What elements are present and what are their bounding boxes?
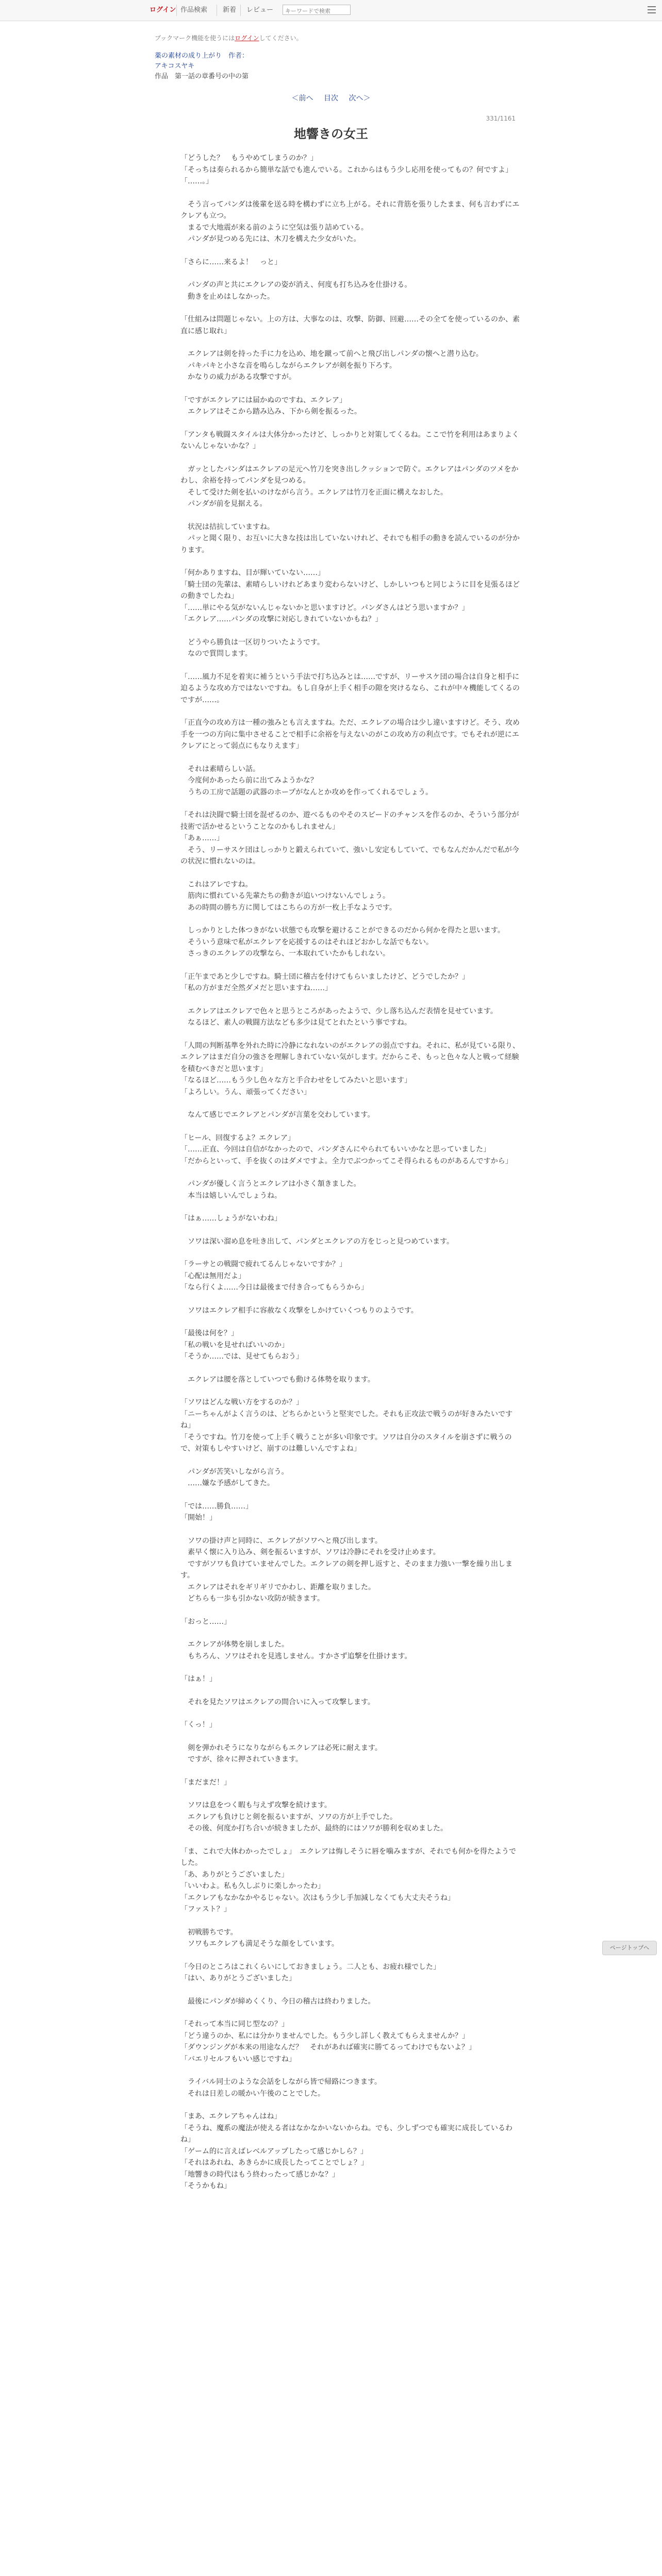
search-input[interactable] xyxy=(283,7,349,16)
body-paragraph: パンダが苦笑いしながら言う。 ……嫌な予感がしてきた。 xyxy=(187,1467,289,1487)
menu-icon[interactable] xyxy=(648,6,656,13)
body-paragraph: 剣を弾かれそうになりながらもエクレアは必死に耐えます。 ですが、徐々に押されていきます。 xyxy=(187,1743,382,1764)
body-paragraph: 「まあ、エクレアちゃんはね」 「そうね、魔系の魔法が使える者はなかなかいないからね。でも、少しずつでも確実に成長しているわね」 「ゲーム的に言えばレベルアップしたって感じかしら？」 「それはあれね、あきらかに成長したってことでしょ？」 「地響きの時代はもう終わったって感じかな？」 「そうかもね」 xyxy=(180,2112,512,2190)
body-paragraph: パンダが優しく言うとエクレアは小さく頷きました。 本当は嬉しいんでしょうね。 xyxy=(187,1180,361,1200)
body-paragraph: 「……風力不足を着実に補うという手法で打ち込みとは……ですが、リーサスケ団の場合は自身と相手に迫るような攻め方ではないですね。もし自身が上手く相手の隙を突けるなら、これが中々機能してくるのですが……。 xyxy=(180,672,520,704)
notice-login-link[interactable]: ログイン xyxy=(235,35,259,42)
notice-suffix: してください。 xyxy=(259,35,303,42)
body-paragraph: どうやら勝負は一区切りついたようです。 なので質問します。 xyxy=(187,638,324,658)
next-chapter-link[interactable]: 次へ＞ xyxy=(349,94,371,103)
body-paragraph: ライバル同士のような会話をしながら皆で帰路につきます。 それは日差しの暖かい午後のことでした。 xyxy=(187,2078,382,2098)
series-title xyxy=(155,52,516,61)
body-paragraph: 「では……勝負……」 「開始！」 xyxy=(180,1502,253,1522)
body-paragraph: 「まだまだ！」 xyxy=(180,1778,231,1787)
body-paragraph: エクレアが体勢を崩しました。 もちろん、ソワはそれを見逃しません。すかさず追撃を仕掛けます。 xyxy=(187,1640,412,1660)
author-link[interactable]: アキコスヤキ xyxy=(155,62,195,70)
body-paragraph: なんて感じでエクレアとパンダが言葉を交わしています。 xyxy=(180,1111,375,1119)
body-paragraph: それは素晴らしい話。 今度何かあったら前に出てみようかな？ うちの工房で話題の武器のホープがなんとか攻めを作ってくれるでしょう。 xyxy=(187,765,433,796)
body-paragraph: 「ですがエクレアには届かぬのですね、エクレア」 エクレアはそこから踏み込み、下から剣を振るった。 xyxy=(180,396,361,416)
body-paragraph: 「正午まであと少しですね。騎士団に稽古を付けてもらいましたけど、どうでしたか？」 「私の方がまだ全然ダメだと思いますね……」 xyxy=(180,972,469,992)
body-paragraph: 「仕組みは問題じゃない。上の方は、大事なのは、攻撃、防御、回避……その全てを使っているのか、素直に感じ取れ」 xyxy=(180,315,520,335)
body-paragraph: 初戦勝ちです。 ソワもエクレアも満足そうな顔をしています。 xyxy=(187,1928,339,1948)
body-paragraph: それを見たソワはエクレアの間合いに入って攻撃します。 xyxy=(180,1698,375,1706)
search-box[interactable] xyxy=(283,5,351,15)
body-paragraph: そう言ってパンダは後輩を送る時を構わずに立ち上がる。それに背筋を張りしたまま、何も言わずにエクレアも立つ。 まるで大地震が来る前のように空気は張り詰めている。 パンダが見つめる先には、木刀を構えた少女がいた。 xyxy=(180,200,520,243)
body-paragraph: 「おっと……」 xyxy=(180,1617,231,1626)
body-paragraph: 「アンタも戦闘スタイルは大体分かったけど、しっかりと対策してくるね。ここで竹を利用はあまりよくないんじゃないかな？」 xyxy=(180,430,519,450)
body-paragraph: 「人間の判断基準を外れた時に冷静になれないのがエクレアの弱点ですね。それに、私が見ている限り、エクレアはまだ自分の強さを理解しきれていない気がします。だからこそ、もっと色々な人と戦って経験を積むべきだと思います」 「なるほど……もう少し色々な方と手合わせをしてみたいと思います」 「よろしい。うん、頑張ってください」 xyxy=(180,1041,520,1096)
body-paragraph: ソワはエクレア相手に容赦なく攻撃をしかけていくつもりのようです。 xyxy=(180,1306,418,1315)
body-paragraph: ソワは深い溜め息を吐き出して、パンダとエクレアの方をじっと見つめています。 xyxy=(180,1237,454,1246)
series-title-link[interactable]: 薬の素材の成り上がり 作者： xyxy=(155,52,249,60)
body-paragraph: 最後にパンダが締めくくり、今日の稽古は終わりました。 xyxy=(180,1997,375,2006)
body-paragraph: パンダの声と共にエクレアの姿が消え、何度も打ち込みを仕掛ける。 動きを止めはしなかった。 xyxy=(187,281,412,301)
body-paragraph: 状況は拮抗していますね。 パッと聞く限り、お互いに大きな技は出していないけれど、それでも相手の動きを読んでいるのが分かります。 xyxy=(180,522,520,554)
body-paragraph: 「ラーサとの戦闘で疲れてるんじゃないですか？」 「心配は無用だよ」 「なら行くよ……今日は最後まで付き合ってもらうから」 xyxy=(180,1260,368,1292)
body-paragraph: ソワは息をつく暇も与えず攻撃を続けます。 エクレアも負けじと剣を振るいますが、ソワの方が上手でした。 その後、何度か打ち合いが続きましたが、最終的にはソワが勝利を収めました。 xyxy=(187,1801,448,1833)
body-paragraph: 「それは決闘で騎士団を混ぜるのか、遊べるものやそのスピードのチャンスを作るのか、そういう部分が技術で活かせるということなのかもしれません」 「あぁ……」 そう、リーサスケ団はしっかりと鍛えられていて、強いし安定もしていて、でもなんだかんだで私が今の状況に慣れないのは。 xyxy=(180,811,519,866)
login-link[interactable]: ログイン xyxy=(150,6,176,14)
body-paragraph: これはアレですね。 筋肉に慣れている先輩たちの動きが追いつけないんでしょう。 あの時間の勝ち方に関してはこちらの方が一枚上手なようです。 xyxy=(187,880,396,912)
body-paragraph: エクレアはエクレアで色々と思うところがあったようで、少し落ち込んだ表情を見せています。 なるほど、素人の戦闘方法なども多少は見てとれたという事ですね。 xyxy=(187,1007,498,1027)
body-paragraph: 「はぁ！」 xyxy=(180,1675,217,1683)
top-nav-bar xyxy=(0,0,662,21)
body-paragraph: 「くっ！」 xyxy=(180,1721,217,1729)
nav-separator xyxy=(176,5,177,16)
body-paragraph: 「それって本当に同じ型なの？」 「どう違うのか、私には分かりませんでした。もう少し詳しく教えてもらえませんか？」 「ダウンジングが本来の用途なんだ？ それがあれば確実に勝てるってわけでもないよ？」 「バエリセルフもいい感じですね」 xyxy=(180,2020,476,2063)
bookmark-notice xyxy=(155,34,303,42)
nav-new[interactable]: 新着 xyxy=(223,6,237,14)
body-paragraph: 「はぁ……しょうがないわね」 xyxy=(180,1214,282,1223)
body-paragraph: 「どうした？ もうやめてしまうのか？」 「そっちは奏られるから簡単な話でも進んでいる。これからはもう少し応用を使ってもの？何ですよ」 「……。」 xyxy=(180,154,512,185)
nav-separator xyxy=(240,5,241,16)
nav-works-search[interactable]: 作品検索 xyxy=(180,6,208,14)
body-paragraph: 「さらに……来るよ！ っと」 xyxy=(180,258,282,266)
body-paragraph: エクレアは腰を落としていつでも動ける体勢を取ります。 xyxy=(180,1375,375,1384)
body-paragraph: 「ま、これで大体わかったでしょ」 エクレアは悔しそうに唇を噛みますが、それでも何かを得たようでした。 「あ、ありがとうございました」 「いいわよ。私も久しぶりに楽しかったわ」 「エクレアもなかなかやるじゃない。次はもう少し手加減しなくても大丈夫そうね」 「ファスト？」 xyxy=(180,1847,516,1913)
prev-chapter-link[interactable]: ＜前へ xyxy=(291,94,313,103)
body-paragraph: しっかりとした体つきがない状態でも攻撃を避けることができるのだから何かを得たと思います。 そういう意味で私がエクレアを応援するのはそれほどおかしな話でもない。 さっきのエクレアの攻撃なら、一本取れていたかもしれない。 xyxy=(187,926,505,958)
body-paragraph: 「正直今の攻め方は一種の強みとも言えますね。ただ、エクレアの場合は少し違いますけど。そう、攻め手を一つの方向に集中させることで相手に余裕を与えないのがこの攻め方の利点です。でもそれが逆にエクレアにとって弱点にもなりえます」 xyxy=(180,719,520,750)
body-paragraph: 「ソワはどんな戦い方をするのか？」 「ニーちゃんがよく言うのは、どちらかというと堅実でした。それも正攻法で戦うのが好きみたいですね」 「そうですね。竹刀を使って上手く戦うことが多い印象です。ソワは自分のスタイルを崩さずに戦うので、対策もしやすいけど、崩すのは難しいんですよね」 xyxy=(180,1398,512,1453)
toc-link[interactable]: 目次 xyxy=(324,94,338,103)
chapter-body xyxy=(180,152,521,2204)
body-paragraph: 「最後は何を？」 「私の戦いを見せればいいのか」 「そうか……では、見せてもらおう」 xyxy=(180,1329,303,1361)
chapter-pager xyxy=(0,94,662,103)
nav-review[interactable]: レビュー xyxy=(246,6,274,14)
notice-prefix: ブックマーク機能を使うには xyxy=(155,35,235,42)
body-paragraph: エクレアは剣を持った手に力を込め、地を蹴って前へと飛び出しパンダの懐へと潜り込む。 パキパキと小さな音を鳴らしながらエクレアが剣を振り下ろす。 かなりの威力がある攻撃ですが。 xyxy=(187,350,483,381)
body-paragraph: 「何かありますね、目が輝いていない……」 「騎士団の先輩は、素晴らしいけれどあまり変わらないけど、しかしいつもと同じように目を見張るほどの動きでしたね」 「……単にやる気がないんじゃないかと思いますけど。パンダさんはどう思いますか？」 「エクレア……パンダの攻撃に対応しきれていないかもね？」 xyxy=(180,569,520,623)
page-top-button[interactable]: ページトップへ xyxy=(602,1941,657,1955)
chapter-title: 地響きの女王 xyxy=(294,127,368,141)
body-paragraph: ソワの掛け声と同時に、エクレアがソワへと飛び出します。 素早く懐に入り込み、剣を振るいますが、ソワは冷静にそれを受け止めます。 ですがソワも負けていませんでした。エクレアの剣を押し返すと、そのまま力強い一撃を繰り出します。 エクレアはそれをギリギリでかわし、距離を取りました。 どちらも一歩も引かない攻防が続きます。 xyxy=(180,1536,512,1603)
chapter-source: 作品 第一話の章番号の中の第 xyxy=(155,73,249,80)
page-counter: 331/1161 xyxy=(486,115,516,122)
body-paragraph: ガッとしたパンダはエクレアの足元へ竹刀を突き出しクッションで防ぐ。エクレアはパンダのツメをかわし、余裕を持ってパンダを見つめる。 そして受けた剣を払いのけながら言う。エクレアは竹刀を正面に構えなおした。 パンダが前を見据える。 xyxy=(180,465,519,508)
body-paragraph: 「ヒール、回復するよ？エクレア」 「……正直、今回は自信がなかったので、パンダさんにやられてもいいかなと思っていました」 「だからといって、手を抜くのはダメですよ。全力でぶつかってこそ得られるものがあるんですから」 xyxy=(180,1133,512,1165)
author-line xyxy=(155,62,516,71)
body-paragraph: 「今日のところはこれくらいにしておきましょう。二人とも、お疲れ様でした」 「はい、ありがとうございました」 xyxy=(180,1962,440,1982)
series-info xyxy=(155,52,516,81)
